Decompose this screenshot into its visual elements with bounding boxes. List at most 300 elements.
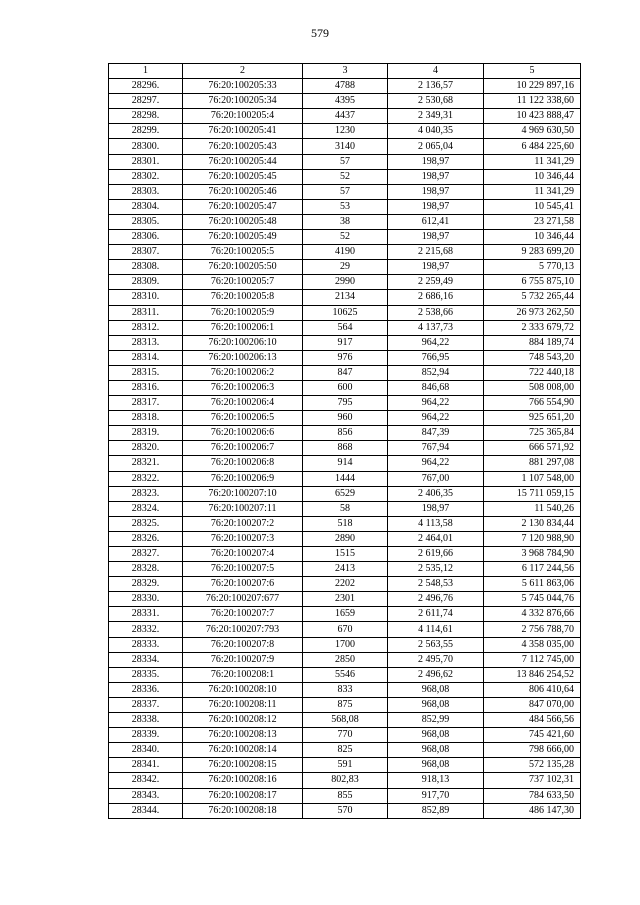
cadastral-value-cell: 11 341,29 [484,154,581,169]
area-cell: 4788 [303,79,388,94]
specific-value-cell: 2 349,31 [388,109,484,124]
cadastral-value-cell: 725 365,84 [484,426,581,441]
cadastral-value-cell: 806 410,64 [484,682,581,697]
row-number-cell: 28320. [109,441,183,456]
specific-value-cell: 968,08 [388,758,484,773]
cadastral-value-cell: 784 633,50 [484,788,581,803]
specific-value-cell: 198,97 [388,260,484,275]
cadastral-number-cell: 76:20:100208:17 [183,788,303,803]
cadastral-value-cell: 6 484 225,60 [484,139,581,154]
row-number-cell: 28304. [109,199,183,214]
area-cell: 976 [303,350,388,365]
row-number-cell: 28335. [109,667,183,682]
specific-value-cell: 964,22 [388,335,484,350]
cadastral-value-cell: 881 297,08 [484,456,581,471]
cadastral-number-cell: 76:20:100208:11 [183,697,303,712]
table-row [109,682,581,697]
table-row [109,577,581,592]
table-row [109,637,581,652]
cadastral-number-cell: 76:20:100206:8 [183,456,303,471]
row-number-cell: 28319. [109,426,183,441]
row-number-cell: 28297. [109,94,183,109]
area-cell: 868 [303,441,388,456]
row-number-cell: 28330. [109,592,183,607]
specific-value-cell: 968,08 [388,682,484,697]
cadastral-number-cell: 76:20:100207:9 [183,652,303,667]
cadastral-value-cell: 925 651,20 [484,411,581,426]
area-cell: 2990 [303,275,388,290]
cadastral-value-cell: 766 554,90 [484,396,581,411]
specific-value-cell: 198,97 [388,184,484,199]
table-row [109,139,581,154]
specific-value-cell: 2 464,01 [388,531,484,546]
specific-value-cell: 2 563,55 [388,637,484,652]
cadastral-number-cell: 76:20:100207:11 [183,501,303,516]
cadastral-value-cell: 5 770,13 [484,260,581,275]
cadastral-number-cell: 76:20:100206:2 [183,365,303,380]
row-number-cell: 28333. [109,637,183,652]
cadastral-value-cell: 4 358 035,00 [484,637,581,652]
table-header-row [109,64,581,79]
cadastral-value-cell: 6 117 244,56 [484,562,581,577]
column-header-2: 2 [183,64,303,79]
area-cell: 57 [303,184,388,199]
cadastral-number-cell: 76:20:100207:8 [183,637,303,652]
specific-value-cell: 767,00 [388,471,484,486]
specific-value-cell: 198,97 [388,230,484,245]
table-row [109,320,581,335]
row-number-cell: 28343. [109,788,183,803]
row-number-cell: 28327. [109,547,183,562]
cadastral-number-cell: 76:20:100205:8 [183,290,303,305]
specific-value-cell: 852,99 [388,713,484,728]
row-number-cell: 28336. [109,682,183,697]
specific-value-cell: 4 137,73 [388,320,484,335]
cadastral-number-cell: 76:20:100208:13 [183,728,303,743]
table-row [109,426,581,441]
row-number-cell: 28296. [109,79,183,94]
column-header-5: 5 [484,64,581,79]
row-number-cell: 28309. [109,275,183,290]
row-number-cell: 28314. [109,350,183,365]
area-cell: 833 [303,682,388,697]
cadastral-number-cell: 76:20:100207:793 [183,622,303,637]
cadastral-value-cell: 10 346,44 [484,169,581,184]
row-number-cell: 28302. [109,169,183,184]
cadastral-number-cell: 76:20:100206:4 [183,396,303,411]
specific-value-cell: 2 686,16 [388,290,484,305]
cadastral-number-cell: 76:20:100205:49 [183,230,303,245]
row-number-cell: 28318. [109,411,183,426]
area-cell: 29 [303,260,388,275]
cadastral-number-cell: 76:20:100207:2 [183,516,303,531]
row-number-cell: 28311. [109,305,183,320]
specific-value-cell: 2 538,66 [388,305,484,320]
table-row [109,396,581,411]
area-cell: 825 [303,743,388,758]
column-header-3: 3 [303,64,388,79]
row-number-cell: 28344. [109,803,183,818]
area-cell: 568,08 [303,713,388,728]
cadastral-value-cell: 847 070,00 [484,697,581,712]
specific-value-cell: 766,95 [388,350,484,365]
table-row [109,486,581,501]
area-cell: 52 [303,230,388,245]
row-number-cell: 28308. [109,260,183,275]
area-cell: 770 [303,728,388,743]
cadastral-number-cell: 76:20:100205:7 [183,275,303,290]
table-row [109,501,581,516]
specific-value-cell: 968,08 [388,743,484,758]
cadastral-value-cell: 7 112 745,00 [484,652,581,667]
cadastral-number-cell: 76:20:100207:3 [183,531,303,546]
table-row [109,260,581,275]
area-cell: 856 [303,426,388,441]
table-row [109,562,581,577]
area-cell: 564 [303,320,388,335]
row-number-cell: 28341. [109,758,183,773]
specific-value-cell: 4 113,58 [388,516,484,531]
cadastral-number-cell: 76:20:100206:6 [183,426,303,441]
area-cell: 1515 [303,547,388,562]
cadastral-number-cell: 76:20:100206:1 [183,320,303,335]
area-cell: 1444 [303,471,388,486]
cadastral-number-cell: 76:20:100206:7 [183,441,303,456]
area-cell: 600 [303,380,388,395]
cadastral-number-cell: 76:20:100205:43 [183,139,303,154]
specific-value-cell: 918,13 [388,773,484,788]
specific-value-cell: 2 496,76 [388,592,484,607]
cadastral-value-cell: 5 611 863,06 [484,577,581,592]
cadastral-number-cell: 76:20:100205:41 [183,124,303,139]
cadastral-number-cell: 76:20:100207:6 [183,577,303,592]
area-cell: 875 [303,697,388,712]
specific-value-cell: 2 535,12 [388,562,484,577]
row-number-cell: 28315. [109,365,183,380]
row-number-cell: 28339. [109,728,183,743]
specific-value-cell: 2 619,66 [388,547,484,562]
row-number-cell: 28316. [109,380,183,395]
cadastral-value-cell: 748 543,20 [484,350,581,365]
cadastral-value-cell: 9 283 699,20 [484,245,581,260]
area-cell: 1230 [303,124,388,139]
cadastral-number-cell: 76:20:100208:15 [183,758,303,773]
cadastral-value-cell: 484 566,56 [484,713,581,728]
table-row [109,214,581,229]
cadastral-value-cell: 11 341,29 [484,184,581,199]
table-row [109,275,581,290]
table-row [109,531,581,546]
specific-value-cell: 964,22 [388,456,484,471]
row-number-cell: 28324. [109,501,183,516]
page-number: 579 [311,26,329,40]
table-row [109,305,581,320]
area-cell: 570 [303,803,388,818]
cadastral-value-cell: 5 732 265,44 [484,290,581,305]
table-row [109,199,581,214]
specific-value-cell: 852,89 [388,803,484,818]
specific-value-cell: 198,97 [388,154,484,169]
area-cell: 2850 [303,652,388,667]
row-number-cell: 28313. [109,335,183,350]
column-header-1: 1 [109,64,183,79]
cadastral-number-cell: 76:20:100207:7 [183,607,303,622]
cadastral-value-cell: 2 130 834,44 [484,516,581,531]
cadastral-value-cell: 745 421,60 [484,728,581,743]
cadastral-value-table [108,63,581,819]
specific-value-cell: 968,08 [388,697,484,712]
cadastral-value-cell: 737 102,31 [484,773,581,788]
cadastral-value-cell: 13 846 254,52 [484,667,581,682]
cadastral-number-cell: 76:20:100206:5 [183,411,303,426]
cadastral-value-cell: 10 346,44 [484,230,581,245]
row-number-cell: 28298. [109,109,183,124]
cadastral-number-cell: 76:20:100207:4 [183,547,303,562]
table-row [109,441,581,456]
area-cell: 960 [303,411,388,426]
row-number-cell: 28342. [109,773,183,788]
cadastral-number-cell: 76:20:100208:1 [183,667,303,682]
area-cell: 518 [303,516,388,531]
cadastral-number-cell: 76:20:100207:5 [183,562,303,577]
row-number-cell: 28322. [109,471,183,486]
cadastral-number-cell: 76:20:100208:18 [183,803,303,818]
row-number-cell: 28301. [109,154,183,169]
row-number-cell: 28300. [109,139,183,154]
area-cell: 4190 [303,245,388,260]
cadastral-number-cell: 76:20:100205:46 [183,184,303,199]
specific-value-cell: 2 065,04 [388,139,484,154]
area-cell: 2413 [303,562,388,577]
area-cell: 2202 [303,577,388,592]
row-number-cell: 28340. [109,743,183,758]
area-cell: 1659 [303,607,388,622]
specific-value-cell: 2 495,70 [388,652,484,667]
cadastral-value-cell: 3 968 784,90 [484,547,581,562]
table-row [109,154,581,169]
specific-value-cell: 198,97 [388,169,484,184]
specific-value-cell: 964,22 [388,396,484,411]
table-row [109,94,581,109]
cadastral-number-cell: 76:20:100208:16 [183,773,303,788]
cadastral-value-cell: 6 755 875,10 [484,275,581,290]
table-row [109,516,581,531]
row-number-cell: 28317. [109,396,183,411]
specific-value-cell: 847,39 [388,426,484,441]
column-header-4: 4 [388,64,484,79]
cadastral-number-cell: 76:20:100205:45 [183,169,303,184]
cadastral-value-cell: 666 571,92 [484,441,581,456]
specific-value-cell: 2 530,68 [388,94,484,109]
row-number-cell: 28338. [109,713,183,728]
specific-value-cell: 2 215,68 [388,245,484,260]
table-row [109,788,581,803]
cadastral-number-cell: 76:20:100205:48 [183,214,303,229]
table-body [109,79,581,819]
area-cell: 914 [303,456,388,471]
row-number-cell: 28303. [109,184,183,199]
table-row [109,79,581,94]
specific-value-cell: 767,94 [388,441,484,456]
specific-value-cell: 612,41 [388,214,484,229]
cadastral-number-cell: 76:20:100208:14 [183,743,303,758]
cadastral-value-cell: 26 973 262,50 [484,305,581,320]
cadastral-value-cell: 4 969 630,50 [484,124,581,139]
table-row [109,350,581,365]
area-cell: 670 [303,622,388,637]
table-row [109,743,581,758]
row-number-cell: 28329. [109,577,183,592]
row-number-cell: 28332. [109,622,183,637]
specific-value-cell: 852,94 [388,365,484,380]
specific-value-cell: 2 548,53 [388,577,484,592]
table-row [109,592,581,607]
table-row [109,335,581,350]
table-row [109,245,581,260]
area-cell: 855 [303,788,388,803]
area-cell: 4437 [303,109,388,124]
cadastral-value-cell: 4 332 876,66 [484,607,581,622]
row-number-cell: 28306. [109,230,183,245]
area-cell: 38 [303,214,388,229]
row-number-cell: 28312. [109,320,183,335]
area-cell: 1700 [303,637,388,652]
specific-value-cell: 2 259,49 [388,275,484,290]
area-cell: 2134 [303,290,388,305]
area-cell: 2890 [303,531,388,546]
specific-value-cell: 4 040,35 [388,124,484,139]
cadastral-number-cell: 76:20:100205:5 [183,245,303,260]
cadastral-number-cell: 76:20:100205:4 [183,109,303,124]
specific-value-cell: 2 496,62 [388,667,484,682]
specific-value-cell: 2 611,74 [388,607,484,622]
specific-value-cell: 917,70 [388,788,484,803]
table-row [109,411,581,426]
cadastral-value-cell: 10 545,41 [484,199,581,214]
cadastral-value-cell: 10 423 888,47 [484,109,581,124]
cadastral-number-cell: 76:20:100205:34 [183,94,303,109]
cadastral-value-cell: 15 711 059,15 [484,486,581,501]
cadastral-number-cell: 76:20:100205:33 [183,79,303,94]
area-cell: 5546 [303,667,388,682]
area-cell: 795 [303,396,388,411]
cadastral-value-cell: 11 122 338,60 [484,94,581,109]
cadastral-value-cell: 7 120 988,90 [484,531,581,546]
area-cell: 2301 [303,592,388,607]
table-row [109,471,581,486]
table-row [109,758,581,773]
table-row [109,547,581,562]
row-number-cell: 28334. [109,652,183,667]
cadastral-number-cell: 76:20:100207:677 [183,592,303,607]
row-number-cell: 28337. [109,697,183,712]
cadastral-number-cell: 76:20:100206:13 [183,350,303,365]
cadastral-number-cell: 76:20:100205:50 [183,260,303,275]
table-row [109,773,581,788]
area-cell: 3140 [303,139,388,154]
cadastral-value-cell: 508 008,00 [484,380,581,395]
table-row [109,365,581,380]
cadastral-number-cell: 76:20:100206:9 [183,471,303,486]
area-cell: 802,83 [303,773,388,788]
area-cell: 847 [303,365,388,380]
area-cell: 52 [303,169,388,184]
cadastral-number-cell: 76:20:100206:3 [183,380,303,395]
area-cell: 917 [303,335,388,350]
table-row [109,652,581,667]
specific-value-cell: 846,68 [388,380,484,395]
cadastral-value-cell: 884 189,74 [484,335,581,350]
cadastral-value-cell: 5 745 044,76 [484,592,581,607]
table-row [109,169,581,184]
cadastral-value-cell: 10 229 897,16 [484,79,581,94]
row-number-cell: 28331. [109,607,183,622]
cadastral-number-cell: 76:20:100205:44 [183,154,303,169]
cadastral-number-cell: 76:20:100208:12 [183,713,303,728]
table-row [109,622,581,637]
table-row [109,184,581,199]
cadastral-number-cell: 76:20:100205:47 [183,199,303,214]
area-cell: 57 [303,154,388,169]
row-number-cell: 28323. [109,486,183,501]
table-row [109,667,581,682]
cadastral-value-cell: 2 756 788,70 [484,622,581,637]
cadastral-number-cell: 76:20:100206:10 [183,335,303,350]
cadastral-value-cell: 722 440,18 [484,365,581,380]
row-number-cell: 28307. [109,245,183,260]
area-cell: 4395 [303,94,388,109]
row-number-cell: 28325. [109,516,183,531]
area-cell: 6529 [303,486,388,501]
specific-value-cell: 968,08 [388,728,484,743]
cadastral-number-cell: 76:20:100208:10 [183,682,303,697]
table-row [109,230,581,245]
row-number-cell: 28328. [109,562,183,577]
cadastral-value-cell: 2 333 679,72 [484,320,581,335]
cadastral-value-cell: 1 107 548,00 [484,471,581,486]
row-number-cell: 28310. [109,290,183,305]
cadastral-value-cell: 23 271,58 [484,214,581,229]
table-row [109,803,581,818]
cadastral-value-cell: 798 666,00 [484,743,581,758]
specific-value-cell: 4 114,61 [388,622,484,637]
specific-value-cell: 964,22 [388,411,484,426]
table-row [109,290,581,305]
cadastral-value-cell: 572 135,28 [484,758,581,773]
row-number-cell: 28299. [109,124,183,139]
cadastral-number-cell: 76:20:100207:10 [183,486,303,501]
cadastral-value-cell: 11 540,26 [484,501,581,516]
area-cell: 53 [303,199,388,214]
specific-value-cell: 198,97 [388,199,484,214]
table-row [109,380,581,395]
row-number-cell: 28305. [109,214,183,229]
cadastral-number-cell: 76:20:100205:9 [183,305,303,320]
table-row [109,124,581,139]
row-number-cell: 28326. [109,531,183,546]
table-row [109,713,581,728]
area-cell: 10625 [303,305,388,320]
cadastral-value-cell: 486 147,30 [484,803,581,818]
table-row [109,728,581,743]
table-row [109,697,581,712]
row-number-cell: 28321. [109,456,183,471]
table-row [109,109,581,124]
specific-value-cell: 2 406,35 [388,486,484,501]
area-cell: 58 [303,501,388,516]
area-cell: 591 [303,758,388,773]
table-row [109,607,581,622]
